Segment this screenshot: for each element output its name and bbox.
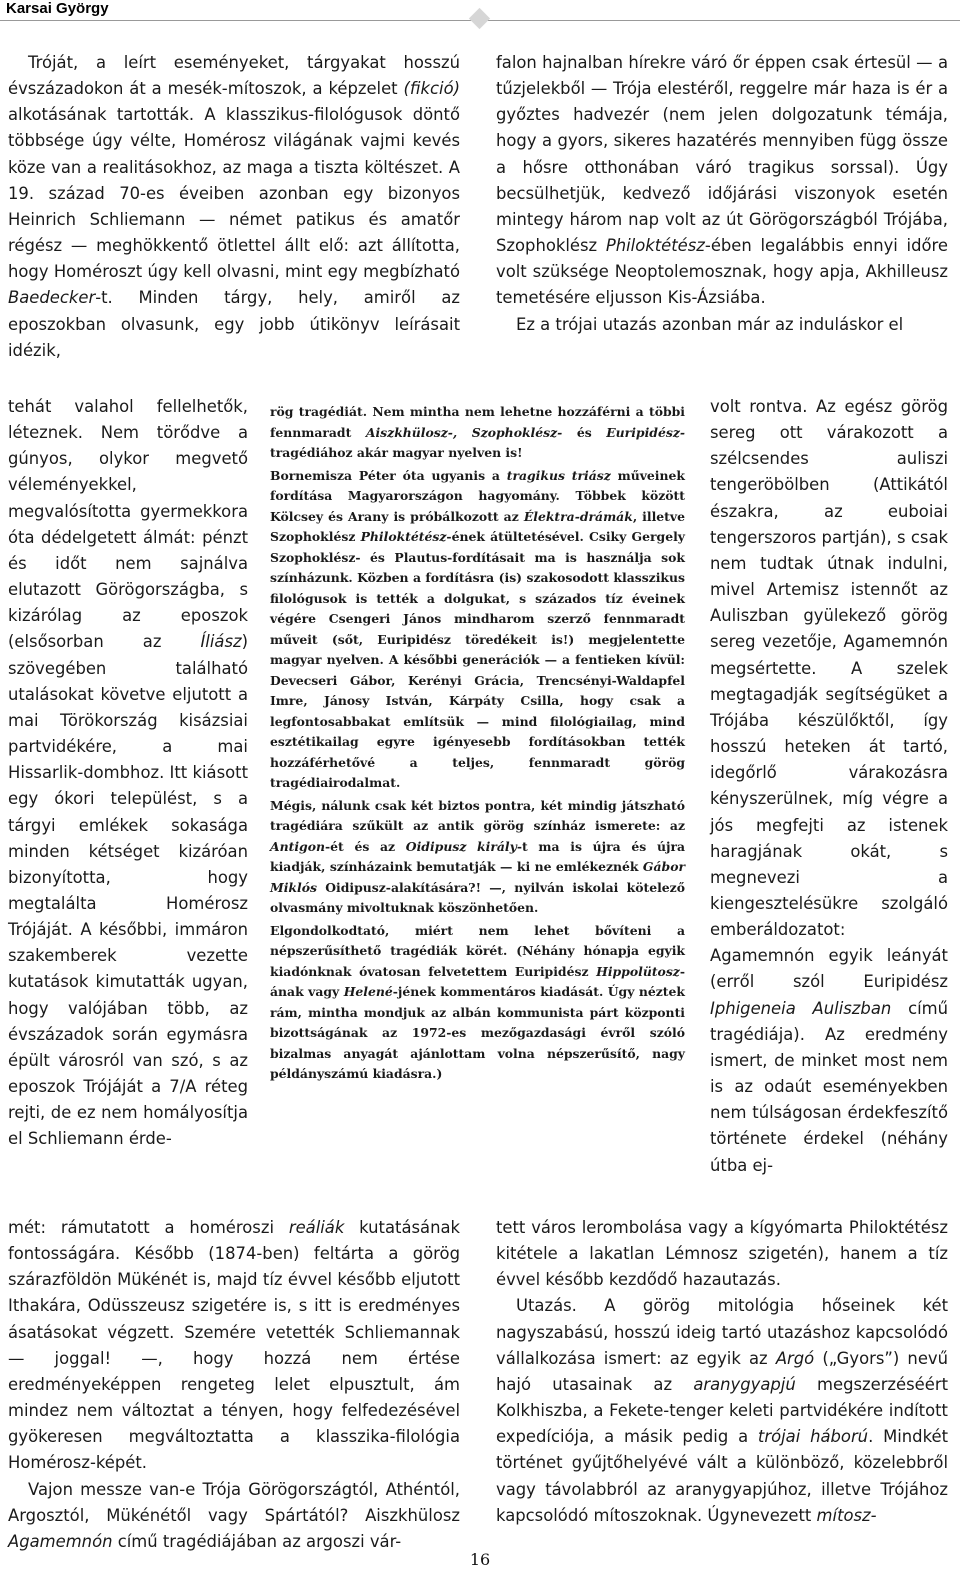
italic-run: Philoktétész bbox=[605, 236, 705, 256]
text-run: Bornemisza Péter óta ugyanis a bbox=[270, 467, 507, 483]
text-run: műveinek fordítása Magyarországon hagyomány. Többek között Kölcsey és Arany is próbálkozott az bbox=[270, 467, 685, 524]
italic-run: Euripidész- bbox=[606, 424, 685, 440]
text-run: című tragédiája). Az eredmény ismert, de minket most nem is az odaút eseményekben nem túlságosan érdekfeszítő története érdekel (néhány útba ej- bbox=[710, 998, 948, 1175]
text-run: . Mindkét történet gyűjtőhelyévé vált a különböző, közelebbről vagy távolabbról az aranygyapjúhoz, illetve Trójához kapcsolódó mítoszoknak. Úgynevezett bbox=[496, 1427, 949, 1525]
sidebar-paragraph bbox=[270, 921, 685, 1085]
text-run: kutatásának fontosságára. Később (1874-ben) feltárta a görög szárazföldön Mükénét is, majd tíz évvel később eljutott Ithakára, Odüsszeusz szigetére is, s itt is eredményes ásatásokat végzett. Szemére vetették Schliemannak — joggal! —, hogy hozzá nem értése eredményeképpen rengeteg lelet elpusztult, ám mindez nem változtat a tényen, hogy felfedezésével gyökeresen megváltoztatta a klasszika-filológia Homérosz-képét. bbox=[8, 1218, 460, 1473]
left-column-bottom bbox=[8, 1215, 460, 1555]
right-column-top bbox=[496, 50, 948, 338]
text-run: tett város lerombolása vagy a kígyómarta Philoktétész kitétele a lakatlan Lémnosz szigetén), hanem a tíz évvel később kezdődő hazautazás. bbox=[496, 1218, 948, 1290]
paragraph bbox=[496, 1293, 948, 1528]
text-run: ) szövegében található utalásokat követve eljutott a mai Törökország kisázsiai partvidékére, a mai Hissarlik-dombhoz. Itt kiásott egy ókori települést, s a tárgyi emlékek sokasága minden kétséget kizáróan bizonyította, hogy megtalálta Homérosz Trójáját. A későbbi, immáron szakemberek vezette kutatások kimutatták ugyan, hogy valójában több, az évszázadok során egymásra épült városról van szó, s az eposzok Trójáját a 7/A réteg rejti, de ez nem homályosítja el Schliemann érde- bbox=[8, 632, 248, 1149]
italic-run: Hippolütosz bbox=[596, 963, 680, 979]
italic-run: Argó bbox=[775, 1348, 815, 1368]
text-run: -ében legalábbis ennyi időre volt szüksége Neoptolemosznak, hogy apja, Akhilleusz temetésére eljusson Kis-Ázsiába. bbox=[496, 236, 949, 308]
italic-run: (fikció) bbox=[403, 79, 460, 99]
italic-run: reáliák bbox=[288, 1218, 345, 1237]
text-run: -ának vagy bbox=[270, 963, 685, 999]
italic-run: trójai háború bbox=[757, 1427, 869, 1447]
text-run: Ez a trójai utazás azonban már az induláskor el bbox=[516, 314, 904, 334]
italic-run: Antigon bbox=[270, 838, 325, 854]
italic-run: tragikus triász bbox=[506, 467, 611, 483]
sidebar-paragraph bbox=[270, 402, 685, 464]
text-run: -ének átültetésével. Csiky Gergely Szophoklész- és Plautus-fordításait ma is használja sok színházunk. Közben a fordításra (is) szakosodott klasszikus filológusok is tették a dolgukat, s százados tíz éveinek végére Csengeri János mindharom szerző fennmaradt műveit (sőt, Euripidész töredékeit is!) megjelentette magyar nyelven. A későbbi generációk — a fentieken kívül: Devecseri Gábor, Kerényi Grácia, Trencsényi-Waldapfel Imre, Jánosy István, Kárpáty Csilla, hogy csak a legfontosabbakat említsük — mind filológiailag, mind esztétikailag egyre igényesebb fordításokban tették hozzáférhetővé a teljes, fennmaradt görög tragédiairodalmat. bbox=[270, 529, 685, 790]
paragraph bbox=[8, 50, 460, 364]
paragraph bbox=[8, 1477, 460, 1555]
text-run: Oidipusz-alakítására?! —, nyilván iskolai kötelező olvasmány mivoltuknak köszönhetően. bbox=[270, 879, 685, 915]
text-run: megszerzéséért Kolkhiszba, a Fekete-tenger keleti partvidékére indított expedíciója, a másik pedig a bbox=[496, 1374, 948, 1447]
text-run: falon hajnalban hírekre váró őr éppen csak értesül — a tűzjelekből — Trója elestéről, reggelre már haza is ér a győztes hadvezér (nem jelen dolgozatunk témája, hogy a gyors, sikeres hazatérés mennyiben függ össze a hősre otthonában váró tragikus sorssal). Úgy becsülhetjük, kedvező időjárási viszonyok esetén mintegy három nap volt az út Görögországból Trójába, Szophoklész bbox=[496, 53, 948, 256]
text-run: mét: rámutatott a homéroszi bbox=[8, 1218, 289, 1237]
right-column-bottom bbox=[496, 1215, 948, 1529]
italic-run: Íliász bbox=[200, 632, 242, 652]
text-run: rög tragédiát. Nem mintha nem lehetne hozzáférni a többi fennmaradt bbox=[270, 404, 685, 440]
left-column-top bbox=[8, 50, 460, 364]
text-run: („Gyors”) nevű hajó utasainak az bbox=[496, 1348, 948, 1394]
text-run: -ét és az bbox=[325, 838, 406, 854]
paragraph bbox=[710, 394, 948, 1179]
text-run: Tróját, a leírt eseményeket, tárgyakat hosszú évszázadokon át a mesék-mítoszok, a képzelet bbox=[8, 53, 460, 99]
paragraph bbox=[8, 394, 248, 1153]
text-run: Utazás. A görög mitológia hőseinek két nagyszabású, hosszú ideig tartó utazáshoz kapcsolódó vállalkozása ismert: az egyik az bbox=[496, 1296, 948, 1368]
paragraph bbox=[496, 1215, 948, 1293]
sidebar-box bbox=[270, 402, 685, 1087]
diamond-ornament-icon bbox=[469, 8, 490, 29]
text-run: tragédiához akár magyar nyelven is! bbox=[270, 445, 523, 460]
text-run: Elgondolkodtató, miért nem lehet bővíteni a népszerűsíthető tragédiák körét. (Néhány hónapja egyik kiadónknak óvatosan felvetettem Euripidész bbox=[270, 922, 685, 979]
italic-run: Oidipusz király bbox=[405, 838, 517, 854]
paragraph bbox=[8, 1215, 460, 1477]
text-run: tehát valahol fellelhetők, léteznek. Nem törődve a gúnyos, olykor megvető véleményekkel, megvalósította gyermekkora óta dédelgetett álmát: pénzt és időt nem sajnálva elutazott Görögországba, s kizárólag az eposzok (elsősorban az bbox=[8, 397, 248, 652]
italic-run: mítosz- bbox=[816, 1505, 877, 1525]
right-column-wrap bbox=[710, 394, 948, 1179]
italic-run: Philoktétész bbox=[360, 529, 447, 544]
paragraph bbox=[496, 50, 948, 312]
text-run: -jének kommentáros kiadását. Úgy néztek rám, mintha mondjuk az albán kommunista párt központi bizottságának az 1972-es mezőgazdasági évről szóló bizalmas anyagát ajánlottam volna népszerűsítő, nagy példányszámú kiadásra.) bbox=[270, 984, 685, 1081]
italic-run: Baedecker bbox=[8, 288, 96, 308]
page-header bbox=[0, 0, 960, 22]
text-run: című tragédiájában az argoszi vár- bbox=[112, 1531, 402, 1551]
text-run: alkotásának tartották. A klasszikus-filológusok döntő többsége úgy vélte, Homérosz világának vajmi kevés köze van a realitásokhoz, az maga a tiszta költészet. A 19. század 70-es éveiben azonban egy bizonyos Heinrich Schliemann — német patikus és amatőr régész — meghökkentő ötlettel állt elő: azt állította, hogy Homéroszt úgy kell olvasni, mint egy megbízható bbox=[8, 105, 460, 282]
italic-run: Aiszkhülosz-, Szophoklész- bbox=[365, 424, 563, 440]
italic-run: Élektra-drámák bbox=[523, 508, 633, 524]
paragraph bbox=[496, 312, 948, 338]
page-number: 16 bbox=[469, 1550, 491, 1569]
sidebar-paragraph bbox=[270, 796, 685, 919]
italic-run: Iphigeneia Auliszban bbox=[710, 998, 892, 1018]
left-column-wrap bbox=[8, 394, 248, 1153]
text-run: Vajon messze van-e Trója Görögországtól, Athéntól, Argosztól, Mükénétől vagy Spártától? Aiszkhülosz bbox=[8, 1479, 460, 1525]
italic-run: Gábor Miklós bbox=[270, 859, 685, 895]
text-run: volt rontva. Az egész görög sereg ott várakozott a szélcsendes auliszi tengeröbölben (Attikától északra, az euboiai tengerszoros partján), s csak nem tudtak útnak indulni, mivel Artemisz istennőt az Auliszban gyülekező görög sereg vezetője, Agamemnón megsértette. A szelek megtagadják segítségüket a Trójába készülőktől, így hosszú heteken át tartó, idegőrlő várakozásra kényszerülnek, míg végre a jós megfejti az istenek haragjának okát, s megnevezi a kiengesztelésükre szolgáló emberáldozatot: Agamemnón egyik leányát (erről szól Euripidész bbox=[710, 397, 948, 992]
italic-run: Helené bbox=[343, 984, 393, 999]
text-run: -t. Minden tárgy, hely, amiről az eposzokban olvasunk, egy jobb útikönyv leírásait idézik, bbox=[8, 288, 460, 360]
text-run: , illetve Szophoklész bbox=[270, 508, 685, 544]
running-head-author: Karsai György bbox=[6, 0, 109, 17]
italic-run: Agamemnón bbox=[8, 1531, 113, 1551]
italic-run: aranygyapjú bbox=[693, 1374, 796, 1394]
sidebar-paragraph bbox=[270, 466, 685, 794]
text-run: és bbox=[562, 424, 607, 440]
text-run: Mégis, nálunk csak két biztos pontra, két mindig játszható tragédiára szűkült az antik görög színház ismerete: az bbox=[270, 797, 685, 833]
text-run: -t ma is újra és újra kiadják, színházaink bemutatják — ki ne emlékeznék bbox=[270, 838, 686, 874]
